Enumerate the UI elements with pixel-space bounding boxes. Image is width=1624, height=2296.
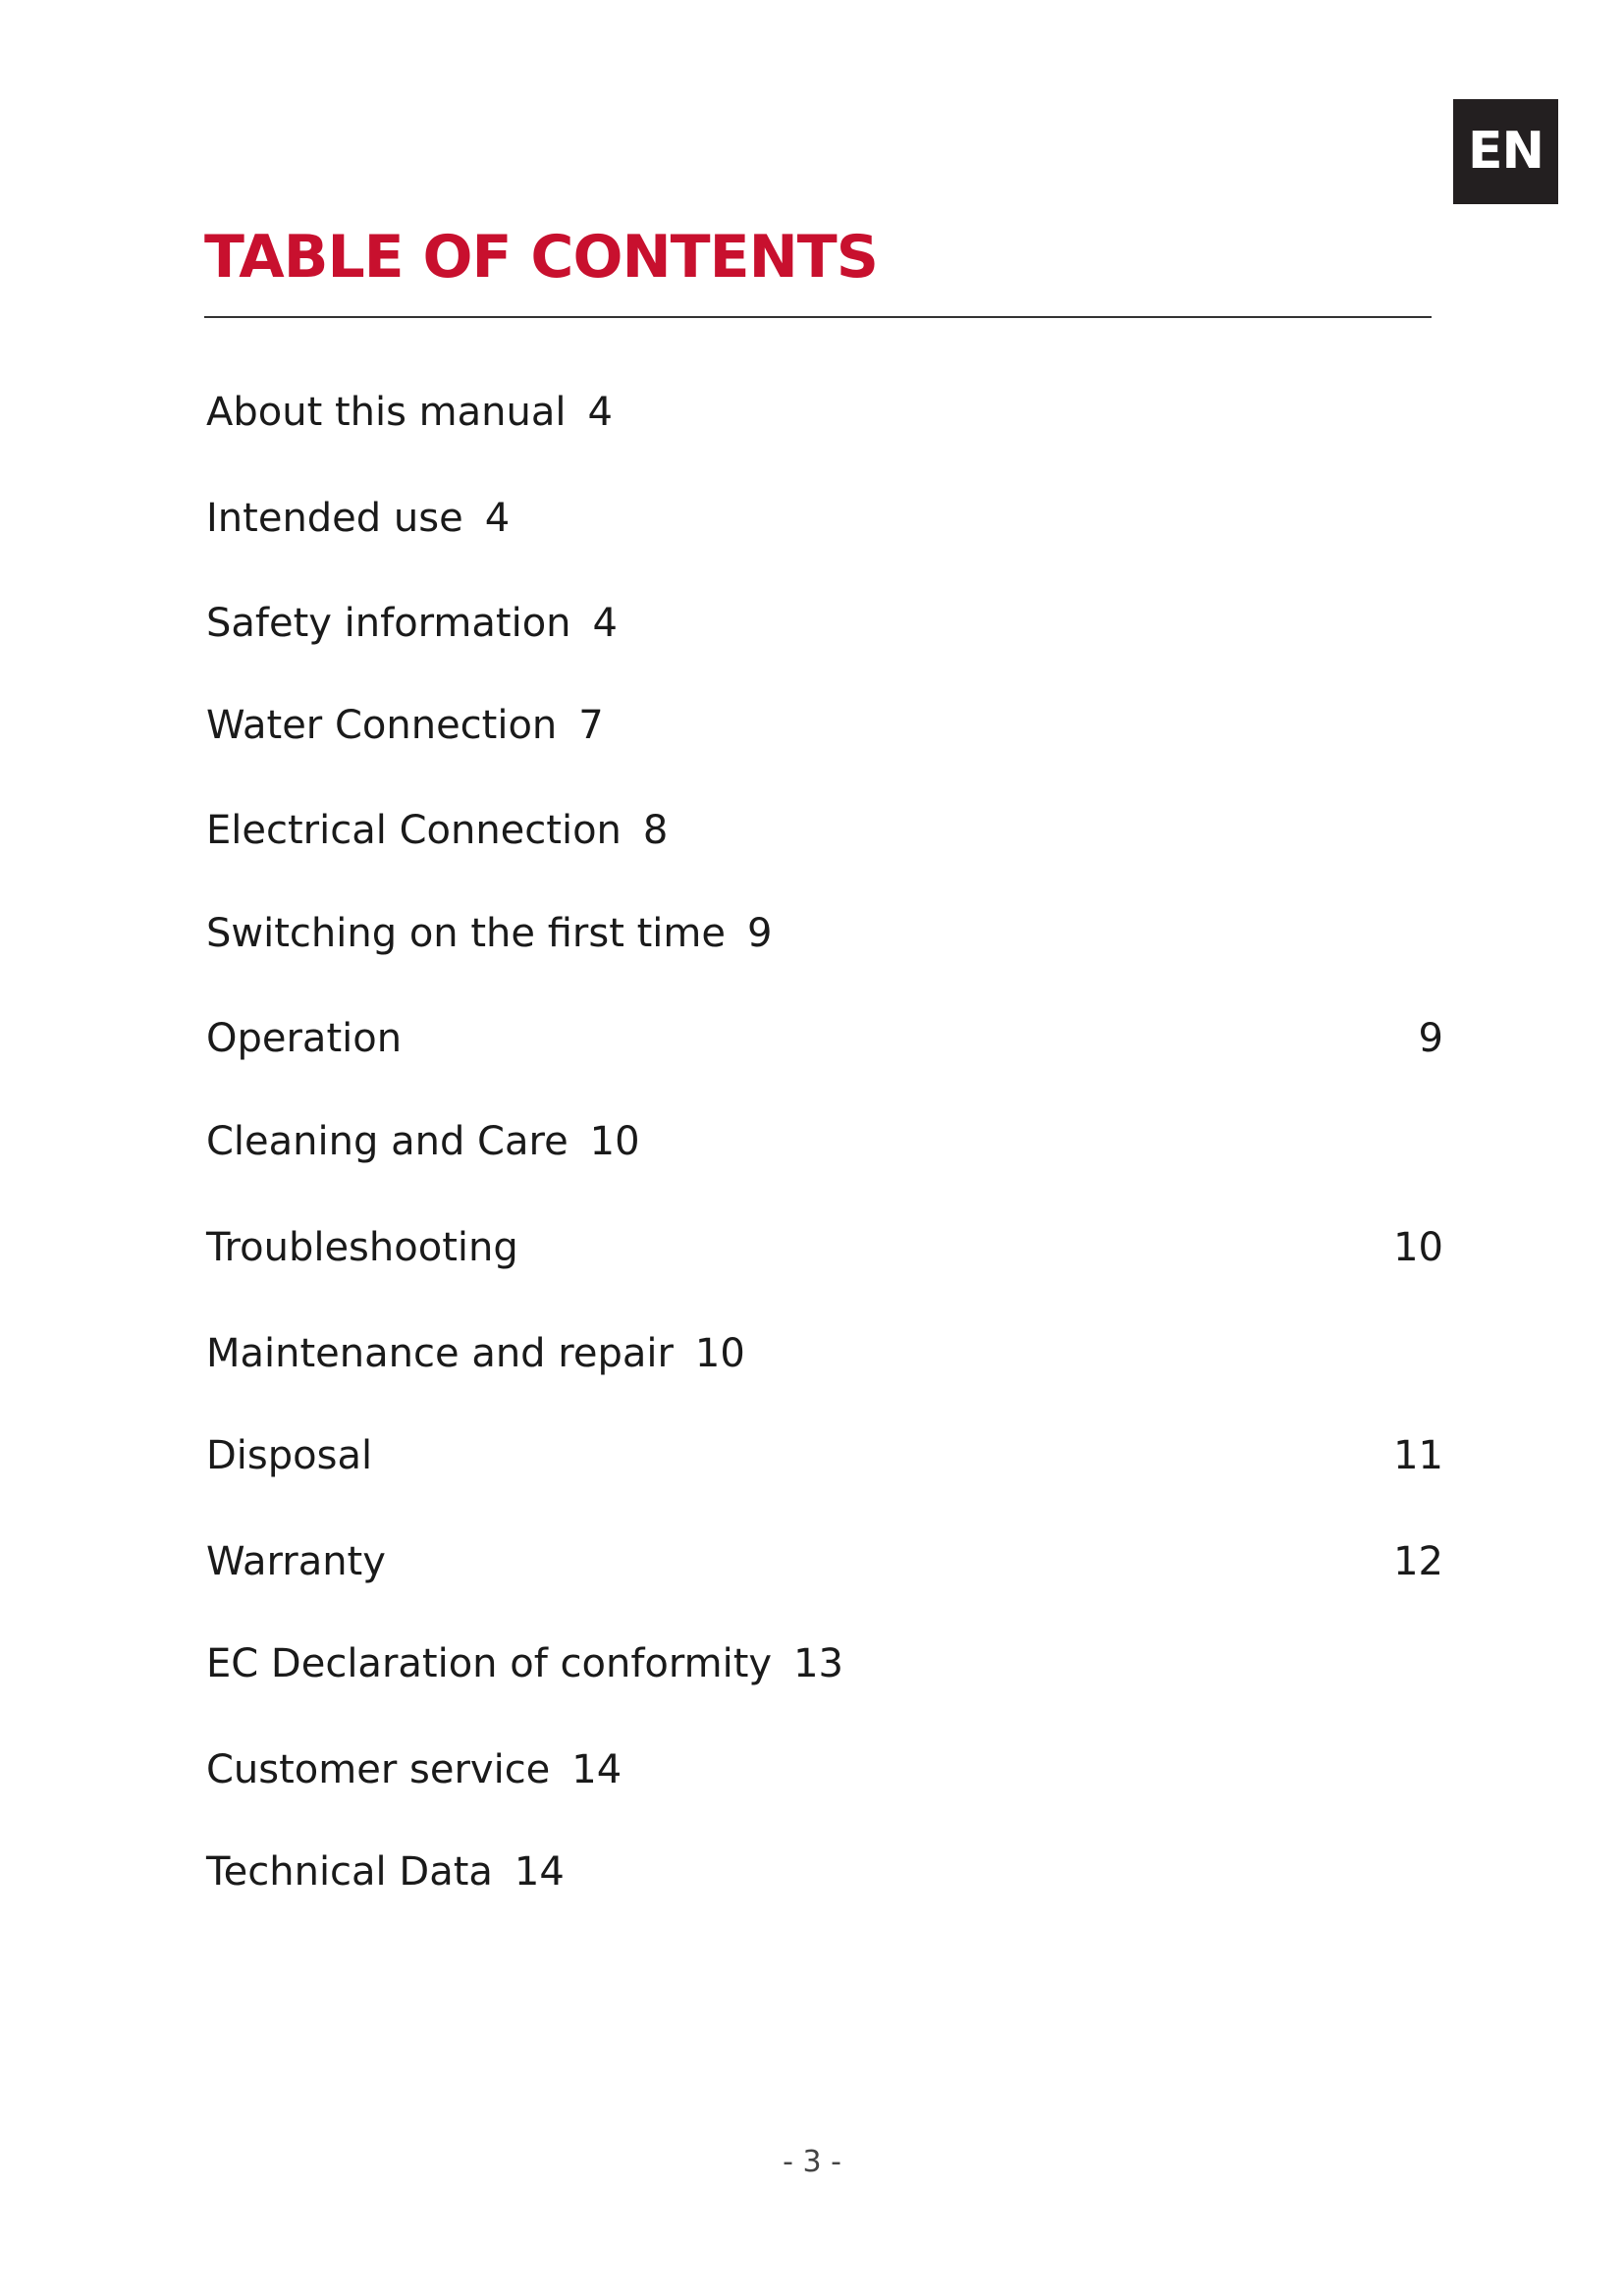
- toc-entry-maintenance-and-repair[interactable]: [206, 1324, 1443, 1383]
- toc-entry-water-connection[interactable]: [206, 696, 1443, 755]
- toc-entry-electrical-connection[interactable]: [206, 801, 1443, 860]
- toc-entry-page: 4: [592, 601, 618, 646]
- toc-entry-page: 9: [1418, 1016, 1443, 1061]
- toc-entry-page: 7: [578, 703, 604, 748]
- toc-entry-page: 4: [587, 390, 613, 435]
- toc-entry-warranty[interactable]: [206, 1532, 1443, 1591]
- page-title: TABLE OF CONTENTS: [204, 223, 878, 292]
- toc-entry-cleaning-and-care[interactable]: [206, 1112, 1443, 1171]
- toc-entry-label: Electrical Connection: [206, 808, 622, 853]
- toc-entry-page: 11: [1393, 1433, 1443, 1478]
- toc-entry-label: Water Connection: [206, 703, 558, 748]
- toc-entry-label: Disposal: [206, 1433, 373, 1478]
- toc-entry-customer-service[interactable]: [206, 1740, 1443, 1799]
- toc-entry-disposal[interactable]: [206, 1426, 1443, 1485]
- language-badge: EN: [1453, 99, 1558, 204]
- toc-entry-label: About this manual: [206, 390, 567, 435]
- toc-entry-page: 10: [694, 1331, 745, 1376]
- toc-entry-page: 14: [514, 1849, 565, 1895]
- toc-entry-label: Maintenance and repair: [206, 1331, 674, 1376]
- toc-entry-intended-use[interactable]: [206, 489, 1443, 548]
- toc-entry-page: 9: [746, 911, 773, 956]
- toc-entry-page: 13: [793, 1641, 843, 1686]
- toc-entry-switching-on-first-time[interactable]: [206, 904, 1443, 963]
- toc-entry-label: Intended use: [206, 496, 463, 541]
- toc-entry-page: 12: [1393, 1539, 1443, 1584]
- toc-entry-page: 10: [1393, 1225, 1443, 1270]
- title-divider: [204, 316, 1432, 318]
- toc-entry-page: 8: [642, 808, 669, 853]
- toc-entry-label: EC Declaration of conformity: [206, 1641, 773, 1686]
- toc-entry-label: Warranty: [206, 1539, 386, 1584]
- page-number: - 3 -: [783, 2145, 841, 2179]
- toc-entry-technical-data[interactable]: [206, 1842, 1443, 1901]
- toc-entry-label: Switching on the first time: [206, 911, 726, 956]
- toc-entry-label: Technical Data: [206, 1849, 493, 1895]
- toc-entry-label: Safety information: [206, 601, 571, 646]
- toc-entry-operation[interactable]: [206, 1009, 1443, 1068]
- toc-entry-label: Cleaning and Care: [206, 1119, 568, 1164]
- toc-entry-ec-declaration[interactable]: [206, 1634, 1443, 1693]
- toc-entry-troubleshooting[interactable]: [206, 1218, 1443, 1277]
- toc-entry-page: 4: [484, 496, 511, 541]
- toc-entry-label: Troubleshooting: [206, 1225, 518, 1270]
- toc-entry-page: 10: [589, 1119, 640, 1164]
- toc-entry-label: Operation: [206, 1016, 403, 1061]
- toc-entry-safety-information[interactable]: [206, 594, 1443, 653]
- toc-entry-label: Customer service: [206, 1747, 551, 1792]
- toc-entry-page: 14: [571, 1747, 623, 1792]
- toc-entry-about-this-manual[interactable]: [206, 383, 1443, 442]
